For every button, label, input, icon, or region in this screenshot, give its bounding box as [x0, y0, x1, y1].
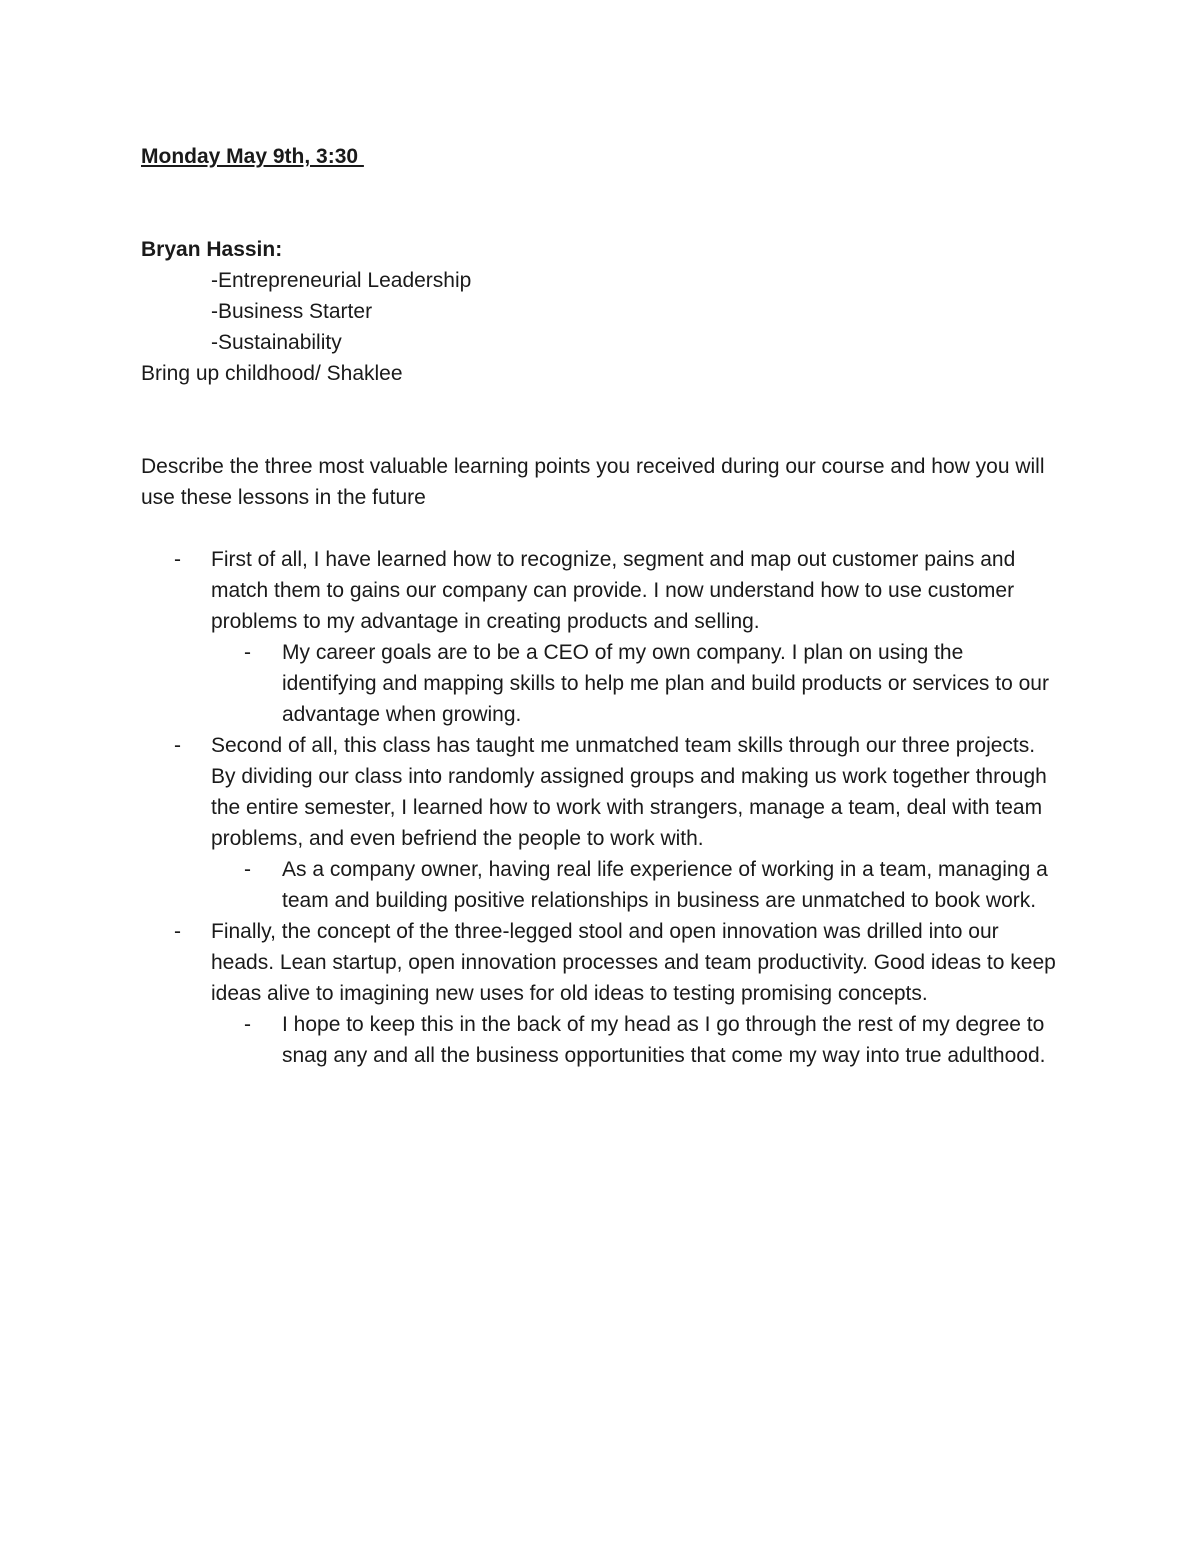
- bullet-dash: -: [174, 548, 181, 571]
- bullet-dash: -: [244, 641, 251, 664]
- question-prompt: Describe the three most valuable learning points you received during our course and how you will use these lessons in the future: [141, 455, 1045, 509]
- answer-sub-item: [211, 637, 1061, 730]
- bullet-dash: -: [174, 734, 181, 757]
- answer-sub-item: [211, 1009, 1061, 1071]
- answer-sub-text: As a company owner, having real life experience of working in a team, managing a team and building positive relationships in business are unmatched to book work.: [282, 858, 1048, 912]
- topic-item: -Business Starter: [211, 300, 373, 323]
- person-name: Bryan Hassin:: [141, 238, 283, 261]
- answer-sub-text: I hope to keep this in the back of my head as I go through the rest of my degree to snag any and all the business opportunities that come my way into true adulthood.: [282, 1013, 1046, 1067]
- person-note: Bring up childhood/ Shaklee: [141, 362, 403, 385]
- answer-sub-text: My career goals are to be a CEO of my own company. I plan on using the identifying and mapping skills to help me plan and build products or services to our advantage when growing.: [282, 641, 1049, 726]
- answer-item: [141, 730, 1061, 916]
- answer-text: First of all, I have learned how to recognize, segment and map out customer pains and match them to gains our company can provide. I now understand how to use customer problems to my advantage in creating products and selling.: [211, 548, 1016, 633]
- bullet-dash: -: [244, 858, 251, 881]
- date-heading: Monday May 9th, 3:30: [141, 145, 364, 168]
- bullet-dash: -: [174, 920, 181, 943]
- answer-text: Finally, the concept of the three-legged stool and open innovation was drilled into our heads. Lean startup, open innovation processes and team productivity. Good ideas to keep ideas alive to imagining new uses for old ideas to testing promising concepts.: [211, 920, 1056, 1005]
- answer-sub-item: [211, 854, 1061, 916]
- bullet-dash: -: [244, 1013, 251, 1036]
- answer-item: [141, 916, 1061, 1071]
- topic-item: -Sustainability: [211, 331, 342, 354]
- answer-text: Second of all, this class has taught me unmatched team skills through our three projects. By dividing our class into randomly assigned groups and making us work together through the entire semester, I learned how to work with strangers, manage a team, deal with team problems, and even befriend the people to work with.: [211, 734, 1047, 850]
- person-block: [141, 234, 1091, 389]
- topic-item: -Entrepreneurial Leadership: [211, 269, 472, 292]
- answer-item: [141, 544, 1061, 730]
- answer-list: [141, 544, 1061, 1071]
